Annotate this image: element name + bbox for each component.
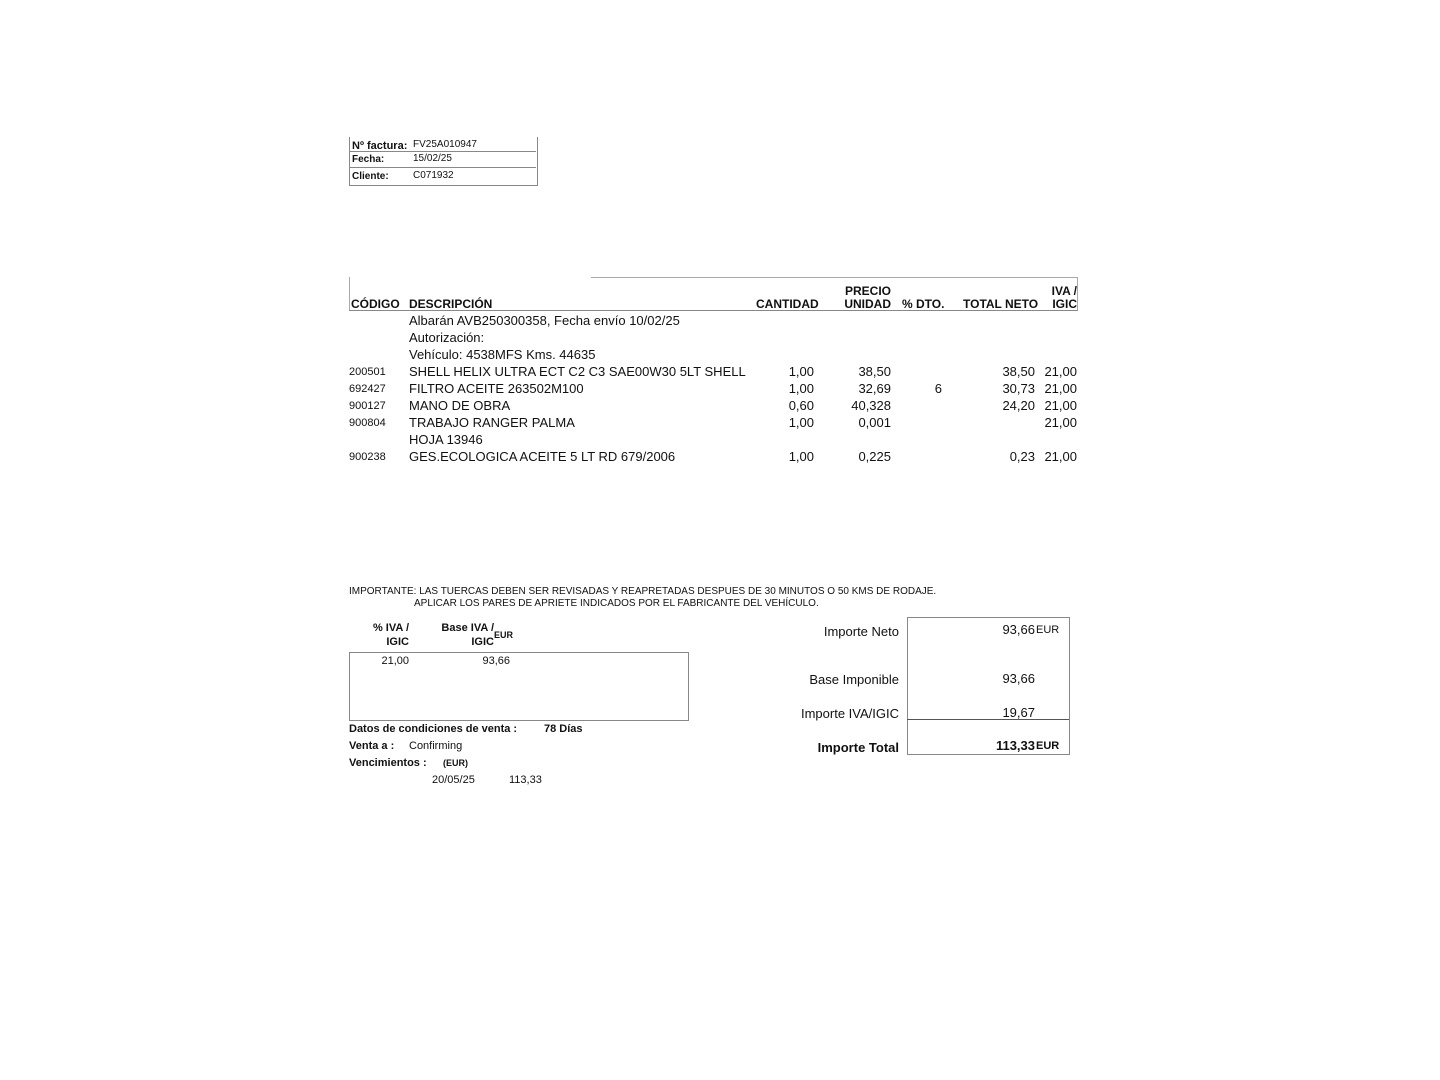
tax-pct: 21,00 bbox=[381, 655, 409, 667]
vat-amount-label: Importe IVA/IGIC bbox=[800, 706, 899, 721]
row-description: GES.ECOLOGICA ACEITE 5 LT RD 679/2006 bbox=[409, 449, 676, 464]
table-top-rule bbox=[591, 277, 1077, 278]
totals-box bbox=[907, 617, 1070, 755]
row-description: FILTRO ACEITE 263502M100 bbox=[409, 381, 584, 396]
date-value: 15/02/25 bbox=[413, 153, 452, 164]
total-amount-value: 113,33 bbox=[995, 738, 1035, 753]
col-price-line2: UNIDAD bbox=[844, 297, 891, 311]
row-net: 38,50 bbox=[1002, 364, 1035, 379]
row-quantity: 1,00 bbox=[788, 449, 814, 464]
row-quantity: 1,00 bbox=[788, 381, 814, 396]
tax-col-pct-line2: IGIC bbox=[386, 636, 409, 648]
sold-to-value: Confirming bbox=[409, 740, 463, 752]
total-amount-label: Importe Total bbox=[817, 740, 899, 755]
row-description: TRABAJO RANGER PALMA bbox=[409, 415, 575, 430]
row-quantity: 0,60 bbox=[788, 398, 814, 413]
client-value: C071932 bbox=[413, 170, 454, 181]
list-item: Albarán AVB250300358, Fecha envío 10/02/25 bbox=[409, 313, 680, 328]
sale-conditions-label: Datos de condiciones de venta : bbox=[349, 723, 518, 735]
row-code: 900127 bbox=[349, 400, 386, 412]
row-code: 692427 bbox=[349, 383, 386, 395]
net-amount-currency: EUR bbox=[1036, 624, 1060, 636]
date-label: Fecha: bbox=[352, 154, 385, 165]
due-amount: 113,33 bbox=[509, 774, 542, 786]
row-vat: 21,00 bbox=[1044, 398, 1077, 413]
row-discount: 6 bbox=[934, 381, 942, 396]
due-date: 20/05/25 bbox=[432, 774, 475, 786]
row-vat: 21,00 bbox=[1044, 364, 1077, 379]
col-quantity: CANTIDAD bbox=[756, 297, 819, 311]
row-vat: 21,00 bbox=[1044, 449, 1077, 464]
row-vat: 21,00 bbox=[1044, 381, 1077, 396]
col-code: CÓDIGO bbox=[351, 297, 400, 311]
col-net-total: TOTAL NETO bbox=[963, 297, 1039, 311]
due-dates-label: Vencimientos : bbox=[349, 757, 427, 769]
table-left-rule bbox=[349, 277, 350, 311]
notice-line-1: IMPORTANTE: LAS TUERCAS DEBEN SER REVISADAS Y REAPRETADAS DESPUES DE 30 MINUTOS O 50 KMS DE RODAJE. bbox=[349, 586, 937, 597]
taxable-base-value: 93,66 bbox=[1002, 671, 1035, 686]
row-code: 900804 bbox=[349, 417, 386, 429]
list-item: Vehículo: 4538MFS Kms. 44635 bbox=[409, 347, 596, 362]
tax-col-base-line2: IGIC bbox=[471, 636, 494, 648]
table-right-rule bbox=[1077, 277, 1078, 311]
tax-col-base-line1: Base IVA / bbox=[441, 622, 494, 634]
taxable-base-label: Base Imponible bbox=[809, 672, 899, 687]
tax-base: 93,66 bbox=[482, 655, 510, 667]
row-description: MANO DE OBRA bbox=[409, 398, 511, 413]
due-currency: (EUR) bbox=[443, 758, 468, 768]
sale-conditions-value: 78 Días bbox=[544, 723, 583, 735]
row-price: 0,001 bbox=[858, 415, 891, 430]
row-quantity: 1,00 bbox=[788, 415, 814, 430]
col-vat-line1: IVA / bbox=[1051, 284, 1077, 298]
row-price: 32,69 bbox=[858, 381, 891, 396]
client-label: Cliente: bbox=[352, 171, 389, 182]
divider bbox=[349, 167, 536, 168]
list-item: Autorización: bbox=[409, 330, 485, 345]
col-description: DESCRIPCIÓN bbox=[409, 297, 493, 311]
total-amount-currency: EUR bbox=[1036, 740, 1060, 752]
invoice-number-label: Nº factura: bbox=[352, 140, 408, 152]
net-amount-value: 93,66 bbox=[1002, 622, 1035, 637]
row-description: HOJA 13946 bbox=[409, 432, 483, 447]
notice-line-2: APLICAR LOS PARES DE APRIETE INDICADOS POR EL FABRICANTE DEL VEHÍCULO. bbox=[414, 598, 819, 609]
row-price: 0,225 bbox=[858, 449, 891, 464]
col-discount: % DTO. bbox=[902, 297, 945, 311]
net-amount-label: Importe Neto bbox=[823, 624, 899, 639]
row-net: 30,73 bbox=[1002, 381, 1035, 396]
tax-col-pct-line1: % IVA / bbox=[372, 622, 409, 634]
row-net: 24,20 bbox=[1002, 398, 1035, 413]
row-code: 900238 bbox=[349, 451, 386, 463]
row-description: SHELL HELIX ULTRA ECT C2 C3 SAE00W30 5LT SHELL bbox=[409, 364, 746, 379]
row-price: 38,50 bbox=[858, 364, 891, 379]
col-price-line1: PRECIO bbox=[844, 284, 891, 298]
row-price: 40,328 bbox=[851, 398, 891, 413]
invoice-number-value: FV25A010947 bbox=[413, 139, 477, 150]
col-vat-line2: IGIC bbox=[1052, 297, 1077, 311]
row-vat: 21,00 bbox=[1044, 415, 1077, 430]
row-code: 200501 bbox=[349, 366, 386, 378]
vat-amount-value: 19,67 bbox=[1002, 705, 1035, 720]
sold-to-label: Venta a : bbox=[349, 740, 395, 752]
row-net: 0,23 bbox=[1009, 449, 1035, 464]
tax-currency: EUR bbox=[494, 630, 514, 640]
row-quantity: 1,00 bbox=[788, 364, 814, 379]
